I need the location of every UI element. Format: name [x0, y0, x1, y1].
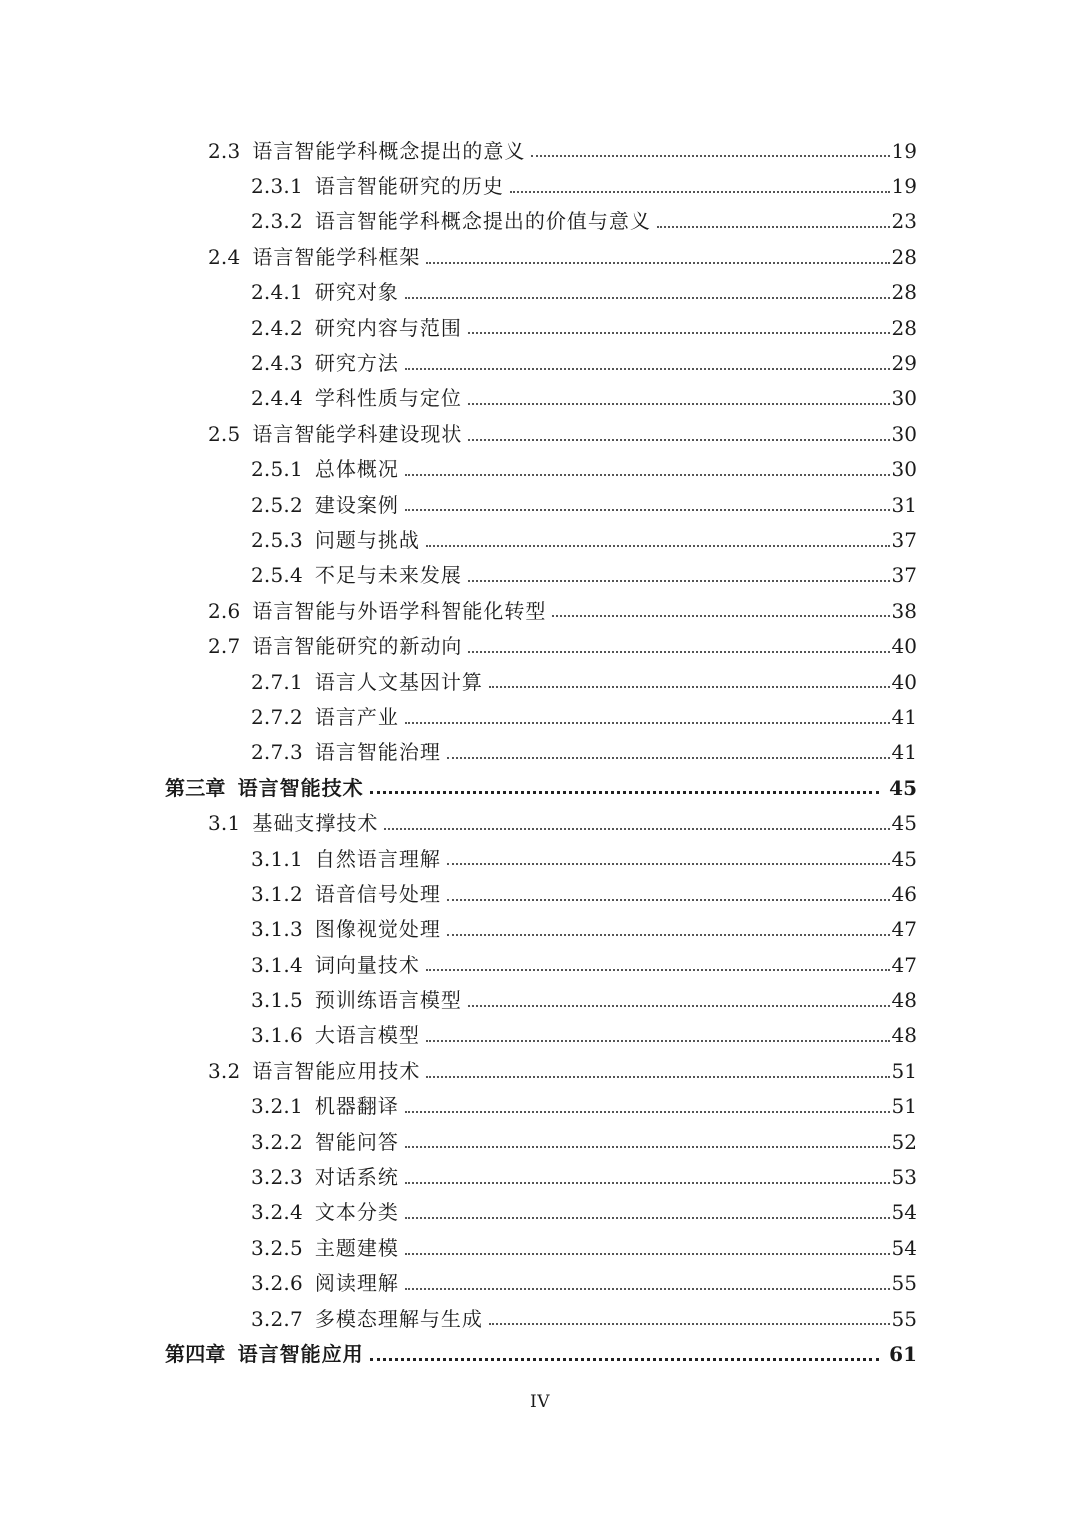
toc-entry-number: 2.5.2: [251, 492, 303, 517]
toc-entry-page: 51: [891, 1058, 917, 1083]
toc-entry-title: 基础支撑技术: [252, 811, 379, 836]
toc-entry-page: 19: [891, 138, 917, 163]
toc-entry-title: 多模态理解与生成: [314, 1306, 483, 1331]
toc-subsection-entry[interactable]: [0, 204, 917, 239]
toc-entry-number: 2.4.4: [251, 386, 303, 411]
toc-entry-number: 3.1: [208, 811, 241, 836]
toc-entry-title: 对话系统: [314, 1165, 399, 1190]
toc-subsection-entry[interactable]: [0, 345, 917, 380]
toc-entry-title: 自然语言理解: [314, 846, 441, 871]
toc-entry-number: 3.2.4: [251, 1200, 303, 1225]
toc-subsection-entry[interactable]: [0, 310, 917, 345]
toc-subsection-entry[interactable]: [0, 664, 917, 699]
toc-entry-page: 30: [891, 421, 917, 446]
toc-entry-page: 28: [891, 280, 917, 305]
toc-entry-title: 语音信号处理: [314, 881, 441, 906]
dot-leader: [405, 1182, 890, 1184]
toc-subsection-entry[interactable]: [0, 168, 917, 203]
toc-section-entry[interactable]: [0, 239, 917, 274]
toc-entry-number: 3.2: [208, 1058, 241, 1083]
table-of-contents: [0, 133, 1080, 1372]
toc-entry-page: 48: [891, 1023, 917, 1048]
toc-entry-page: 28: [891, 244, 917, 269]
toc-entry-title: 语言智能与外语学科智能化转型: [252, 598, 547, 623]
dot-leader: [447, 934, 890, 936]
toc-entry-title: 语言智能应用: [237, 1341, 364, 1366]
toc-entry-number: 3.2.1: [251, 1094, 303, 1119]
toc-entry-number: 2.5: [208, 421, 241, 446]
toc-entry-page: 48: [891, 988, 917, 1013]
dot-leader: [405, 722, 890, 724]
toc-entry-title: 研究方法: [314, 351, 399, 376]
toc-entry-title: 词向量技术: [314, 952, 420, 977]
toc-entry-title: 机器翻译: [314, 1094, 399, 1119]
toc-section-entry[interactable]: [0, 805, 917, 840]
dot-leader: [405, 1217, 890, 1219]
toc-entry-page: 47: [891, 952, 917, 977]
toc-entry-number: 3.2.5: [251, 1235, 303, 1260]
toc-entry-page: 28: [891, 315, 917, 340]
dot-leader: [489, 1323, 890, 1325]
toc-entry-number: 3.1.2: [251, 881, 303, 906]
toc-entry-number: 3.2.7: [251, 1306, 303, 1331]
toc-entry-title: 总体概况: [314, 457, 399, 482]
toc-subsection-entry[interactable]: [0, 558, 917, 593]
toc-entry-number: 2.7.1: [251, 669, 303, 694]
toc-subsection-entry[interactable]: [0, 876, 917, 911]
toc-entry-page: 38: [891, 598, 917, 623]
toc-entry-page: 53: [891, 1165, 917, 1190]
dot-leader: [552, 615, 889, 617]
dot-leader: [370, 1358, 880, 1361]
dot-leader: [426, 969, 890, 971]
toc-entry-page: 41: [891, 740, 917, 765]
toc-subsection-entry[interactable]: [0, 275, 917, 310]
dot-leader: [531, 155, 889, 157]
toc-section-entry[interactable]: [0, 1053, 917, 1088]
dot-leader: [384, 828, 889, 830]
toc-entry-title: 研究内容与范围: [314, 315, 462, 340]
toc-entry-title: 语言智能学科概念提出的意义: [252, 138, 526, 163]
dot-leader: [405, 474, 890, 476]
toc-entry-title: 语言智能学科建设现状: [252, 421, 463, 446]
toc-entry-title: 文本分类: [314, 1200, 399, 1225]
dot-leader: [489, 686, 890, 688]
toc-entry-title: 语言智能应用技术: [252, 1058, 421, 1083]
toc-subsection-entry[interactable]: [0, 1124, 917, 1159]
toc-subsection-entry[interactable]: [0, 1266, 917, 1301]
dot-leader: [447, 863, 890, 865]
toc-entry-number: 2.4.2: [251, 315, 303, 340]
toc-entry-title: 学科性质与定位: [314, 386, 462, 411]
toc-entry-page: 31: [891, 492, 917, 517]
toc-entry-number: 3.1.3: [251, 917, 303, 942]
page-number-footer: IV: [530, 1392, 550, 1412]
toc-entry-number: 2.4: [208, 244, 241, 269]
toc-entry-title: 大语言模型: [314, 1023, 420, 1048]
dot-leader: [405, 1111, 890, 1113]
dot-leader: [468, 1005, 890, 1007]
toc-entry-title: 图像视觉处理: [314, 917, 441, 942]
dot-leader: [426, 262, 889, 264]
toc-entry-page: 19: [891, 174, 917, 199]
toc-entry-page: 52: [891, 1129, 917, 1154]
toc-entry-number: 2.3: [208, 138, 241, 163]
toc-entry-title: 主题建模: [314, 1235, 399, 1260]
toc-entry-number: 3.1.5: [251, 988, 303, 1013]
toc-chapter-entry[interactable]: [0, 1336, 917, 1371]
toc-entry-title: 语言智能研究的历史: [314, 174, 504, 199]
toc-entry-number: 2.7.3: [251, 740, 303, 765]
toc-entry-number: 2.6: [208, 598, 241, 623]
toc-subsection-entry[interactable]: [0, 735, 917, 770]
dot-leader: [657, 226, 890, 228]
toc-subsection-entry[interactable]: [0, 487, 917, 522]
toc-entry-title: 建设案例: [314, 492, 399, 517]
toc-entry-title: 语言智能学科概念提出的价值与意义: [314, 209, 651, 234]
toc-subsection-entry[interactable]: [0, 947, 917, 982]
dot-leader: [405, 509, 890, 511]
toc-subsection-entry[interactable]: [0, 699, 917, 734]
toc-entry-title: 阅读理解: [314, 1271, 399, 1296]
toc-section-entry[interactable]: [0, 133, 917, 168]
toc-entry-number: 2.5.1: [251, 457, 303, 482]
toc-entry-page: 47: [891, 917, 917, 942]
toc-entry-number: 3.1.1: [251, 846, 303, 871]
dot-leader: [405, 1146, 890, 1148]
toc-subsection-entry[interactable]: [0, 912, 917, 947]
toc-subsection-entry[interactable]: [0, 522, 917, 557]
toc-entry-page: 37: [891, 527, 917, 552]
toc-subsection-entry[interactable]: [0, 982, 917, 1017]
toc-subsection-entry[interactable]: [0, 1018, 917, 1053]
toc-entry-number: 2.5.3: [251, 527, 303, 552]
toc-subsection-entry[interactable]: [0, 1159, 917, 1194]
dot-leader: [468, 332, 890, 334]
toc-subsection-entry[interactable]: [0, 381, 917, 416]
toc-entry-page: 45: [891, 811, 917, 836]
toc-entry-number: 第四章: [165, 1341, 226, 1366]
toc-entry-page: 40: [891, 634, 917, 659]
dot-leader: [447, 757, 890, 759]
toc-subsection-entry[interactable]: [0, 1195, 917, 1230]
toc-subsection-entry[interactable]: [0, 841, 917, 876]
toc-entry-page: 45: [891, 846, 917, 871]
toc-entry-number: 3.1.4: [251, 952, 303, 977]
toc-entry-title: 语言智能研究的新动向: [252, 634, 463, 659]
toc-entry-page: 61: [889, 1341, 917, 1366]
dot-leader: [405, 1253, 890, 1255]
toc-section-entry[interactable]: [0, 593, 917, 628]
dot-leader: [447, 899, 890, 901]
toc-entry-title: 问题与挑战: [314, 527, 420, 552]
toc-entry-title: 语言智能技术: [237, 775, 364, 800]
dot-leader: [426, 545, 890, 547]
toc-entry-page: 51: [891, 1094, 917, 1119]
toc-entry-title: 研究对象: [314, 280, 399, 305]
dot-leader: [468, 439, 889, 441]
toc-entry-title: 语言人文基因计算: [314, 669, 483, 694]
toc-entry-title: 语言产业: [314, 704, 399, 729]
toc-entry-page: 46: [891, 881, 917, 906]
toc-entry-number: 第三章: [165, 775, 226, 800]
toc-section-entry[interactable]: [0, 628, 917, 663]
toc-subsection-entry[interactable]: [0, 452, 917, 487]
toc-entry-number: 2.7.2: [251, 704, 303, 729]
toc-entry-title: 智能问答: [314, 1129, 399, 1154]
toc-entry-title: 预训练语言模型: [314, 988, 462, 1013]
toc-entry-page: 29: [891, 351, 917, 376]
toc-entry-page: 45: [889, 775, 917, 800]
toc-entry-page: 55: [891, 1306, 917, 1331]
toc-section-entry[interactable]: [0, 416, 917, 451]
toc-entry-page: 30: [891, 386, 917, 411]
toc-subsection-entry[interactable]: [0, 1230, 917, 1265]
toc-entry-number: 3.2.6: [251, 1271, 303, 1296]
toc-entry-number: 2.4.3: [251, 351, 303, 376]
dot-leader: [468, 403, 890, 405]
toc-entry-title: 语言智能学科框架: [252, 244, 421, 269]
toc-entry-number: 3.2.2: [251, 1129, 303, 1154]
toc-entry-page: 41: [891, 704, 917, 729]
toc-entry-number: 2.5.4: [251, 563, 303, 588]
toc-entry-number: 3.2.3: [251, 1165, 303, 1190]
toc-entry-page: 55: [891, 1271, 917, 1296]
toc-chapter-entry[interactable]: [0, 770, 917, 805]
toc-entry-number: 3.1.6: [251, 1023, 303, 1048]
dot-leader: [405, 368, 890, 370]
toc-entry-title: 语言智能治理: [314, 740, 441, 765]
toc-entry-page: 40: [891, 669, 917, 694]
dot-leader: [426, 1040, 890, 1042]
toc-entry-page: 54: [891, 1235, 917, 1260]
toc-entry-title: 不足与未来发展: [314, 563, 462, 588]
toc-entry-number: 2.3.1: [251, 174, 303, 199]
toc-subsection-entry[interactable]: [0, 1089, 917, 1124]
dot-leader: [426, 1076, 889, 1078]
dot-leader: [468, 651, 889, 653]
toc-entry-number: 2.3.2: [251, 209, 303, 234]
toc-entry-page: 37: [891, 563, 917, 588]
dot-leader: [405, 1288, 890, 1290]
dot-leader: [405, 297, 890, 299]
dot-leader: [510, 191, 890, 193]
dot-leader: [468, 580, 890, 582]
toc-subsection-entry[interactable]: [0, 1301, 917, 1336]
toc-entry-page: 30: [891, 457, 917, 482]
dot-leader: [370, 791, 880, 794]
toc-entry-page: 54: [891, 1200, 917, 1225]
toc-entry-number: 2.7: [208, 634, 241, 659]
toc-entry-number: 2.4.1: [251, 280, 303, 305]
toc-entry-page: 23: [891, 209, 917, 234]
